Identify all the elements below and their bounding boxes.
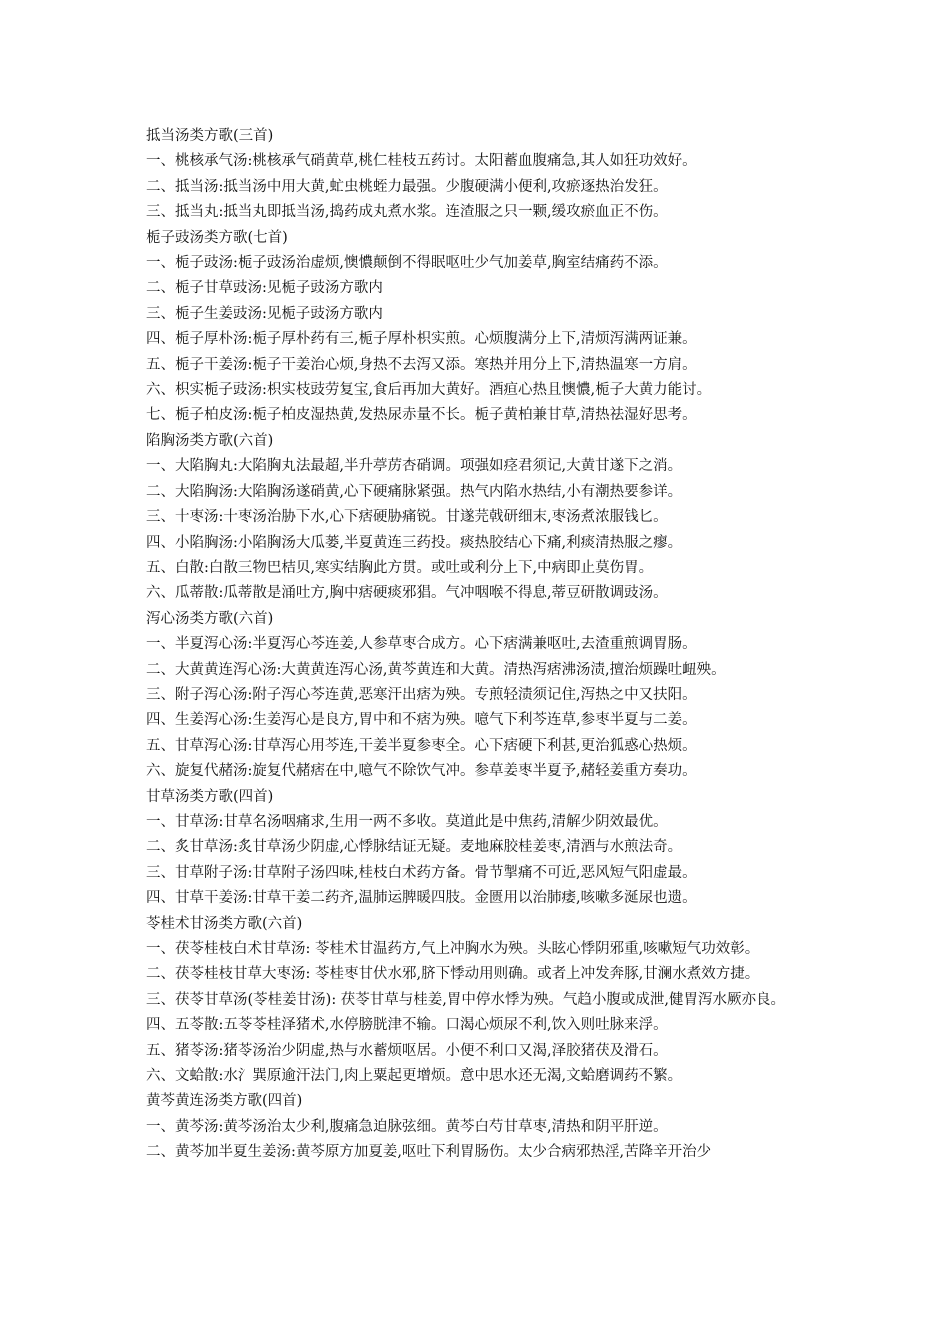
text-line: 四、栀子厚朴汤:栀子厚朴药有三,栀子厚朴枳实煎。心烦腹满分上下,清烦泻满两证兼。	[146, 331, 697, 348]
text-line: 三、抵当丸:抵当丸即抵当汤,捣药成丸煮水浆。连渣服之只一颗,缓攻瘀血正不伤。	[146, 204, 668, 221]
text-line: 七、栀子柏皮汤:栀子柏皮湿热黄,发热尿赤量不长。栀子黄柏兼甘草,清热祛湿好思考。	[146, 407, 697, 424]
text-line: 六、枳实栀子豉汤:枳实枝豉劳复宝,食后再加大黄好。酒疸心热且懊憹,栀子大黄力能讨。	[146, 382, 712, 399]
text-line: 五、栀子干姜汤:栀子干姜治心烦,身热不去泻又添。寒热并用分上下,清热温寒一方肩。	[146, 356, 697, 373]
section-heading: 黄芩黄连汤类方歌(四首)	[146, 1093, 303, 1110]
text-line: 一、茯苓桂枝白术甘草汤: 苓桂术甘温药方,气上冲胸水为殃。头眩心悸阴邪重,咳嗽短气功效彰。	[146, 941, 760, 957]
text-line: 一、半夏泻心汤:半夏泻心芩连姜,人参草枣合成方。心下痞满兼呕吐,去渣重煎调胃肠。	[146, 636, 697, 653]
text-line: 四、小陷胸汤:小陷胸汤大瓜蒌,半夏黄连三药投。痰热胶结心下痛,利痰清热服之瘳。	[146, 534, 683, 551]
section-heading: 陷胸汤类方歌(六首)	[146, 432, 274, 449]
section-heading: 抵当汤类方歌(三首)	[146, 128, 274, 144]
section-heading: 甘草汤类方歌(四首)	[146, 788, 274, 805]
text-line: 五、猪苓汤:猪苓汤治少阴虚,热与水蓄烦呕居。小便不利口又渴,泽胶猪茯及滑石。	[146, 1042, 668, 1059]
text-line: 五、甘草泻心汤:甘草泻心用芩连,干姜半夏参枣全。心下痞硬下利甚,更治狐惑心热烦。	[146, 737, 697, 754]
text-line: 一、黄芩汤:黄芩汤治太少利,腹痛急迫脉弦细。黄芩白芍甘草枣,清热和阴平肝逆。	[146, 1118, 668, 1135]
text-line: 二、大黄黄连泻心汤:大黄黄连泻心汤,黄芩黄连和大黄。清热泻痞沸汤渍,擅治烦躁吐衄殃。	[146, 661, 726, 678]
text-line: 六、瓜蒂散:瓜蒂散是涌吐方,胸中痞硬痰邪猖。气冲咽喉不得息,蒂豆研散调豉汤。	[146, 585, 668, 602]
text-line: 四、生姜泻心汤:生姜泻心是良方,胃中和不痞为殃。噫气下利芩连草,参枣半夏与二姜。	[146, 712, 697, 729]
text-line: 三、茯苓甘草汤(苓桂姜甘汤): 茯苓甘草与桂姜,胃中停水悸为殃。气趋小腹或成泄,健胃泻水厥亦良。	[146, 991, 786, 1008]
document-body	[146, 124, 826, 1166]
text-line: 四、五苓散:五苓苓桂泽猪术,水停膀胱津不输。口渴心烦尿不利,饮入则吐脉来浮。	[146, 1017, 668, 1034]
section-heading: 泻心汤类方歌(六首)	[146, 610, 274, 627]
text-line: 二、黄芩加半夏生姜汤:黄芩原方加夏姜,呕吐下利胃肠伤。太少合病邪热淫,苦降辛开治少	[146, 1144, 712, 1161]
text-line: 六、文蛤散:水氵巽原逾汗法门,肉上粟起更增烦。意中思水还无渴,文蛤磨调药不繁。	[146, 1068, 683, 1085]
text-line: 一、大陷胸丸:大陷胸丸法最超,半升葶苈杏硝调。项强如痉君须记,大黄甘遂下之消。	[146, 458, 683, 475]
text-line: 二、大陷胸汤:大陷胸汤遂硝黄,心下硬痛脉紧强。热气内陷水热结,小有潮热要参详。	[146, 483, 683, 500]
text-line: 二、炙甘草汤:炙甘草汤少阴虚,心悸脉结证无疑。麦地麻胶桂姜枣,清酒与水煎法奇。	[146, 839, 683, 856]
text-line: 二、茯苓桂枝甘草大枣汤: 苓桂枣甘伏水邪,脐下悸动用则确。或者上冲发奔豚,甘澜水煮效方捷。	[146, 966, 760, 983]
text-line: 三、十枣汤:十枣汤治胁下水,心下痞硬胁痛锐。甘遂芫戟研细末,枣汤煮浓服钱匕。	[146, 509, 668, 526]
text-line: 六、旋复代赭汤:旋复代赭痞在中,噫气不除饮气冲。参草姜枣半夏予,赭轻姜重方奏功。	[146, 763, 697, 780]
text-line: 四、甘草干姜汤:甘草干姜二药齐,温肺运脾暖四肢。金匮用以治肺痿,咳嗽多涎尿也遗。	[146, 890, 697, 907]
text-line: 二、抵当汤:抵当汤中用大黄,虻虫桃蛭力最强。少腹硬满小便利,攻瘀逐热治发狂。	[146, 178, 668, 195]
section-heading: 栀子豉汤类方歌(七首)	[146, 229, 288, 246]
text-line: 一、栀子豉汤:栀子豉汤治虚烦,懊憹颠倒不得眠呕吐少气加姜草,胸室结痛药不添。	[146, 255, 668, 272]
text-line: 二、栀子甘草豉汤:见栀子豉汤方歌内	[146, 280, 383, 297]
text-line: 一、甘草汤:甘草名汤咽痛求,生用一两不多收。莫道此是中焦药,清解少阴效最优。	[146, 813, 668, 830]
text-line: 三、甘草附子汤:甘草附子汤四味,桂枝白术药方备。骨节掣痛不可近,恶风短气阳虚最。	[146, 864, 697, 881]
text-line: 三、附子泻心汤:附子泻心芩连黄,恶寒汗出痞为殃。专煎轻渍须记住,泻热之中又扶阳。	[146, 686, 697, 703]
text-line: 一、桃核承气汤:桃核承气硝黄草,桃仁桂枝五药讨。太阳蓄血腹痛急,其人如狂功效好。	[146, 153, 697, 170]
text-line: 三、栀子生姜豉汤:见栀子豉汤方歌内	[146, 305, 383, 322]
section-heading: 苓桂术甘汤类方歌(六首)	[146, 915, 303, 932]
text-line: 五、白散:白散三物巴桔贝,寒实结胸此方贯。或吐或利分上下,中病即止莫伤胃。	[146, 559, 654, 576]
